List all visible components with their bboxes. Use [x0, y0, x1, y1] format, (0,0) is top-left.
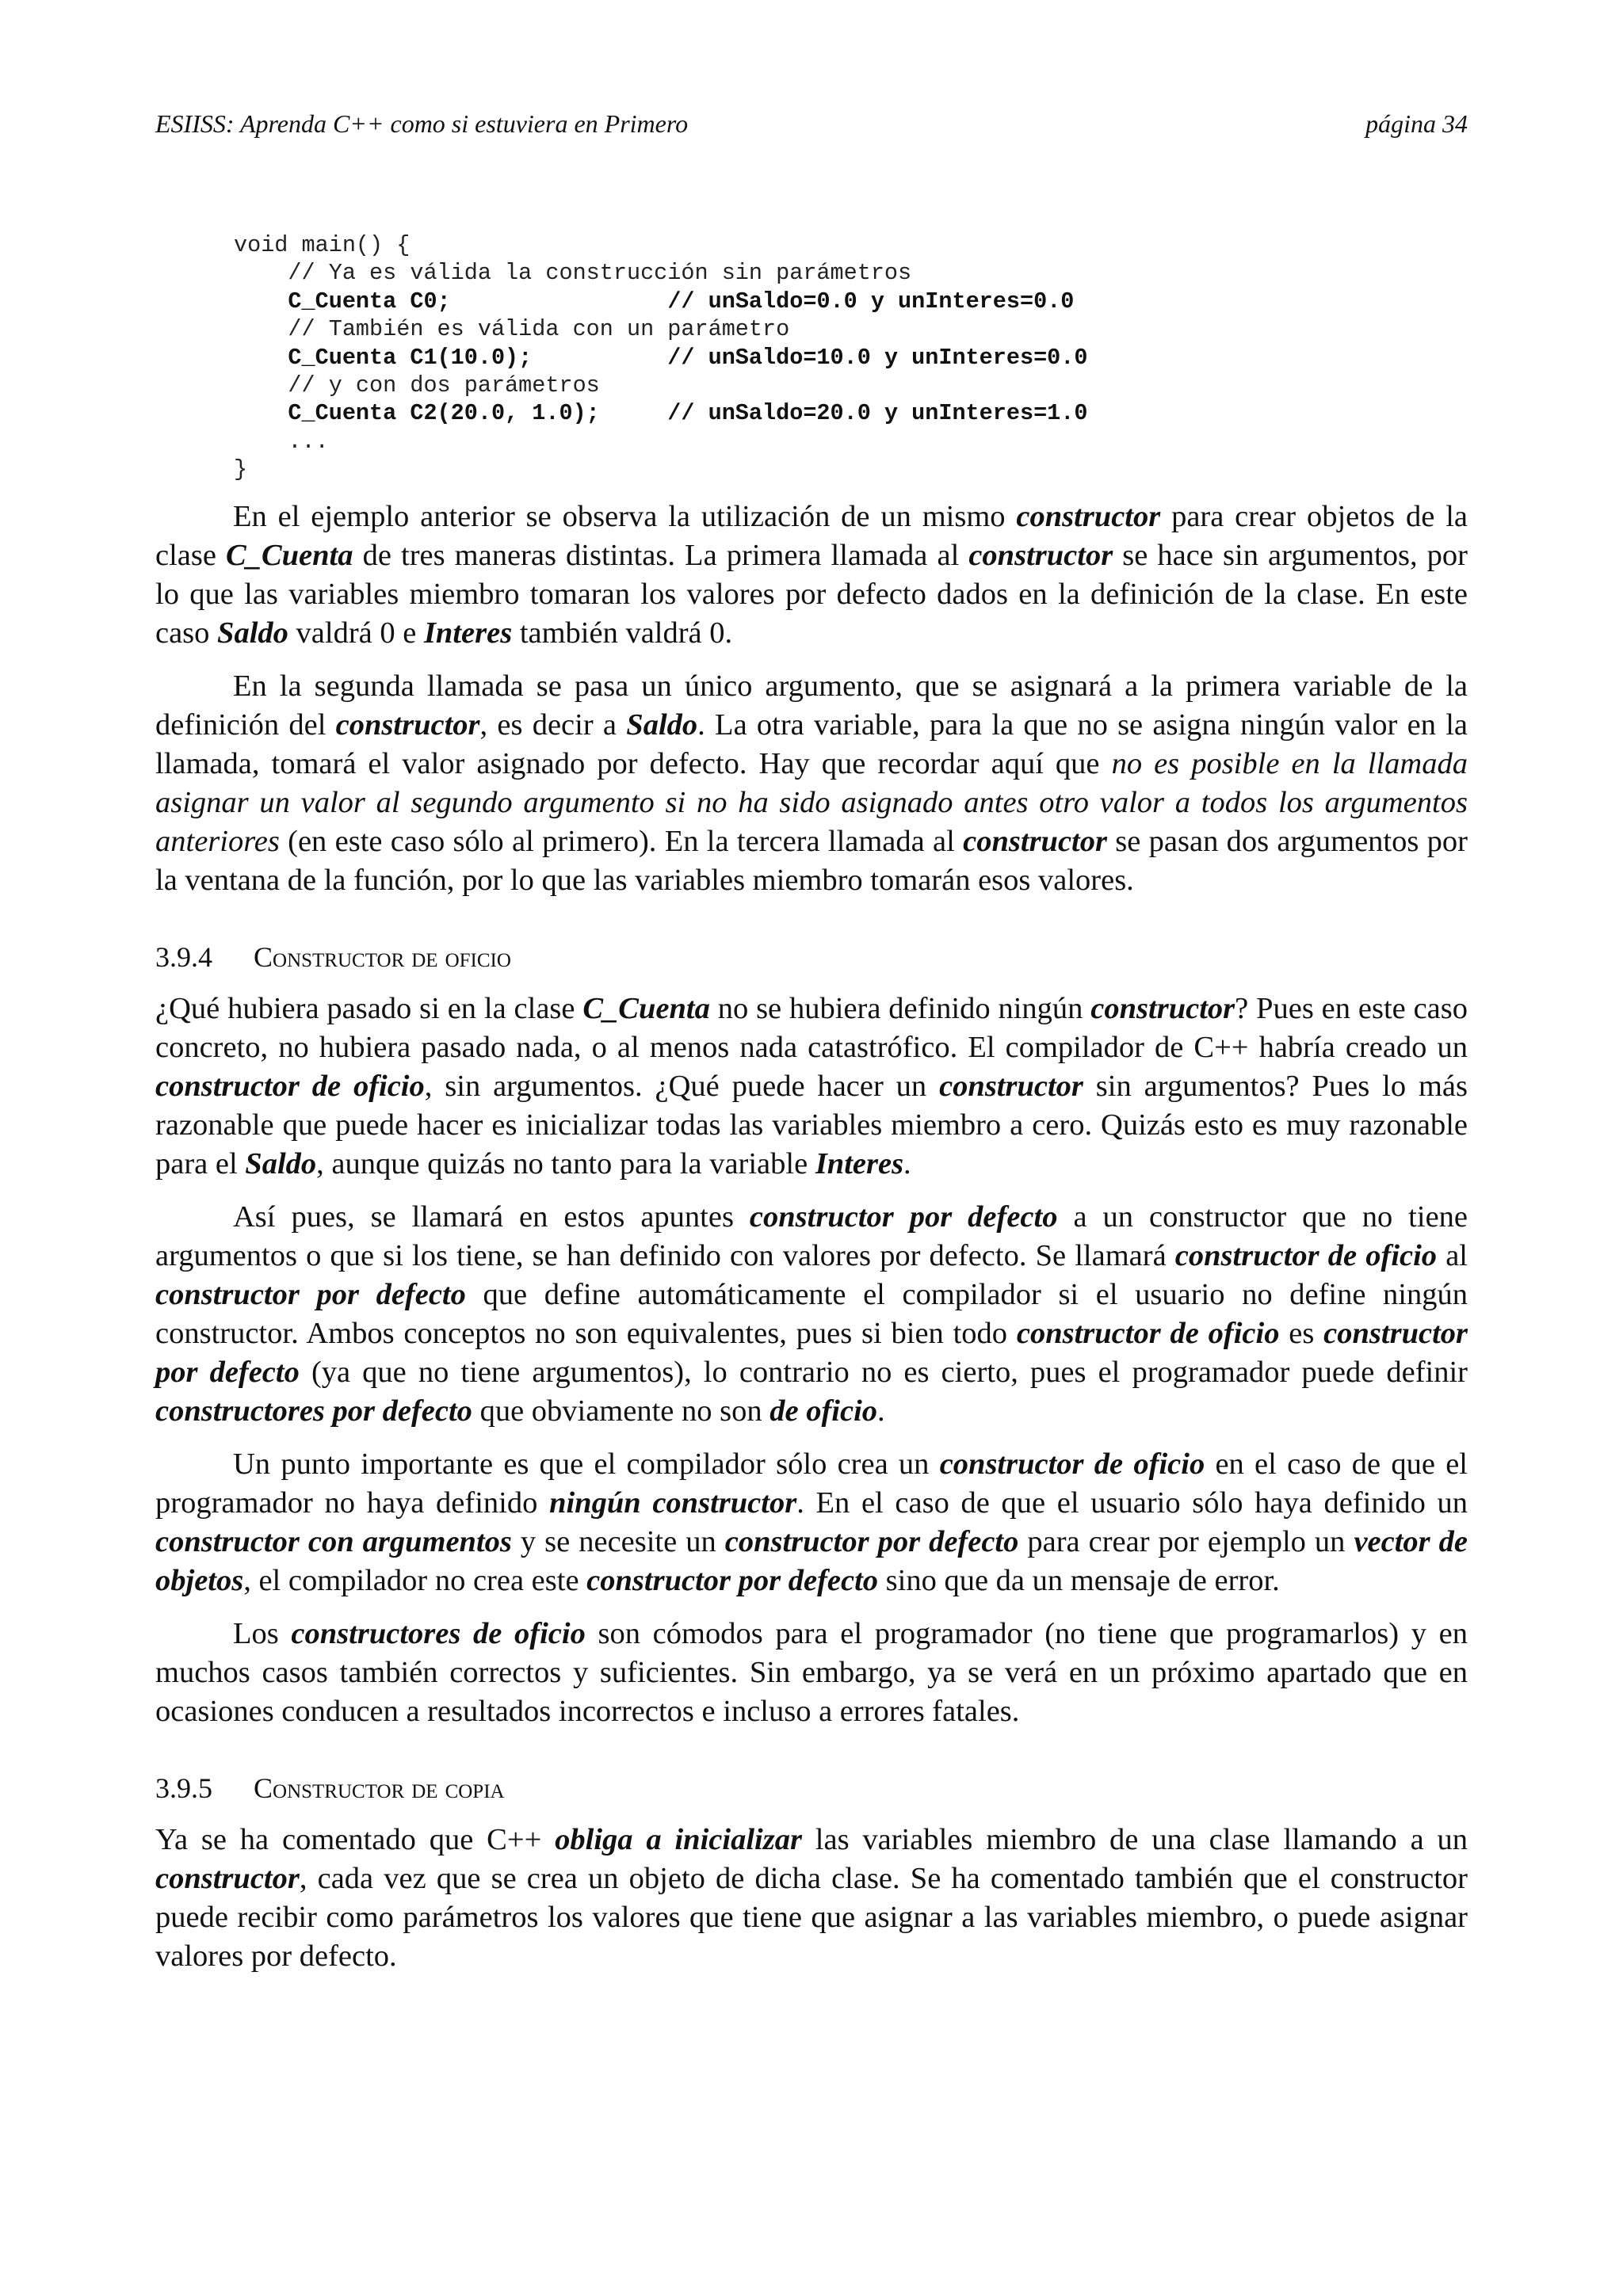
- section-title: Constructor de copia: [254, 1772, 505, 1804]
- code-comment: // unSaldo=10.0 y unInteres=0.0: [667, 344, 1088, 371]
- header-title: ESIISS: Aprenda C++ como si estuviera en Primero: [155, 109, 689, 138]
- paragraph: En el ejemplo anterior se observa la utilización de un mismo constructor para crear objetos de la clase C_Cuenta de tres maneras distintas. La primera llamada al constructor se hace sin argumentos, por lo que las variables miembro tomaran los valores por defecto dados en la definición de la clase. En este caso Saldo valdrá 0 e Interes también valdrá 0.: [155, 500, 1468, 650]
- page-header: [155, 109, 1468, 139]
- paragraph: Los constructores de oficio son cómodos para el programador (no tiene que programarlos) y en muchos casos también correctos y suficientes. Sin embargo, ya se verá en un próximo apartado que en ocasiones conducen a resultados incorrectos e incluso a errores fatales.: [155, 1617, 1468, 1728]
- code-line: C_Cuenta C2(20.0, 1.0);: [234, 400, 600, 427]
- code-line: void main() {: [234, 232, 411, 258]
- code-comment: // y con dos parámetros: [234, 372, 600, 399]
- code-comment: // unSaldo=0.0 y unInteres=0.0: [667, 288, 1075, 315]
- code-line: C_Cuenta C0;: [234, 288, 451, 315]
- section-number: 3.9.5: [155, 1772, 212, 1804]
- code-line: }: [234, 456, 248, 483]
- code-block: [234, 231, 1087, 484]
- section-heading: [155, 938, 1468, 977]
- code-comment: // unSaldo=20.0 y unInteres=1.0: [667, 400, 1088, 427]
- document-body: [155, 498, 1468, 1990]
- paragraph: Ya se ha comentado que C++ obliga a inicializar las variables miembro de una clase llamando a un constructor, cada vez que se crea un objeto de dicha clase. Se ha comentado también que el constructor puede recibir como parámetros los valores que tiene que asignar a las variables miembro, o puede asignar valores por defecto.: [155, 1823, 1468, 1973]
- paragraph: Así pues, se llamará en estos apuntes constructor por defecto a un constructor que no tiene argumentos o que si los tiene, se han definido con valores por defecto. Se llamará constructor de oficio al constructor por defecto que define automáticamente el compilador si el usuario no define ningún constructor. Ambos conceptos no son equivalentes, pues si bien todo constructor de oficio es constructor por defecto (ya que no tiene argumentos), lo contrario no es cierto, pues el programador puede definir constructores por defecto que obviamente no son de oficio.: [155, 1200, 1468, 1428]
- section-heading: [155, 1769, 1468, 1808]
- code-comment: // Ya es válida la construcción sin parámetros: [234, 260, 912, 287]
- paragraph: En la segunda llamada se pasa un único argumento, que se asignará a la primera variable de la definición del constructor, es decir a Saldo. La otra variable, para la que no se asigna ningún valor en la llamada, tomará el valor asignado por defecto. Hay que recordar aquí que no es posible en la llamada asignar un valor al segundo argumento si no ha sido asignado antes otro valor a todos los argumentos anteriores (en este caso sólo al primero). En la tercera llamada al constructor se pasan dos argumentos por la ventana de la función, por lo que las variables miembro tomarán esos valores.: [155, 669, 1468, 897]
- paragraph: ¿Qué hubiera pasado si en la clase C_Cuenta no se hubiera definido ningún constructor? Pues en este caso concreto, no hubiera pasado nada, o al menos nada catastrófico. El compilador de C++ habría creado un constructor de oficio, sin argumentos. ¿Qué puede hacer un constructor sin argumentos? Pues lo más razonable que puede hacer es inicializar todas las variables miembro a cero. Quizás esto es muy razonable para el Saldo, aunque quizás no tanto para la variable Interes.: [155, 992, 1468, 1180]
- section-number: 3.9.4: [155, 941, 212, 973]
- section-title: Constructor de oficio: [254, 941, 511, 973]
- code-comment: // También es válida con un parámetro: [234, 316, 790, 343]
- code-line: C_Cuenta C1(10.0);: [234, 344, 533, 371]
- paragraph: Un punto importante es que el compilador sólo crea un constructor de oficio en el caso de que el programador no haya definido ningún constructor. En el caso de que el usuario sólo haya definido un constructor con argumentos y se necesite un constructor por defecto para crear por ejemplo un vector de objetos, el compilador no crea este constructor por defecto sino que da un mensaje de error.: [155, 1447, 1468, 1597]
- code-line: ...: [234, 428, 329, 455]
- page-number: página 34: [1365, 109, 1468, 138]
